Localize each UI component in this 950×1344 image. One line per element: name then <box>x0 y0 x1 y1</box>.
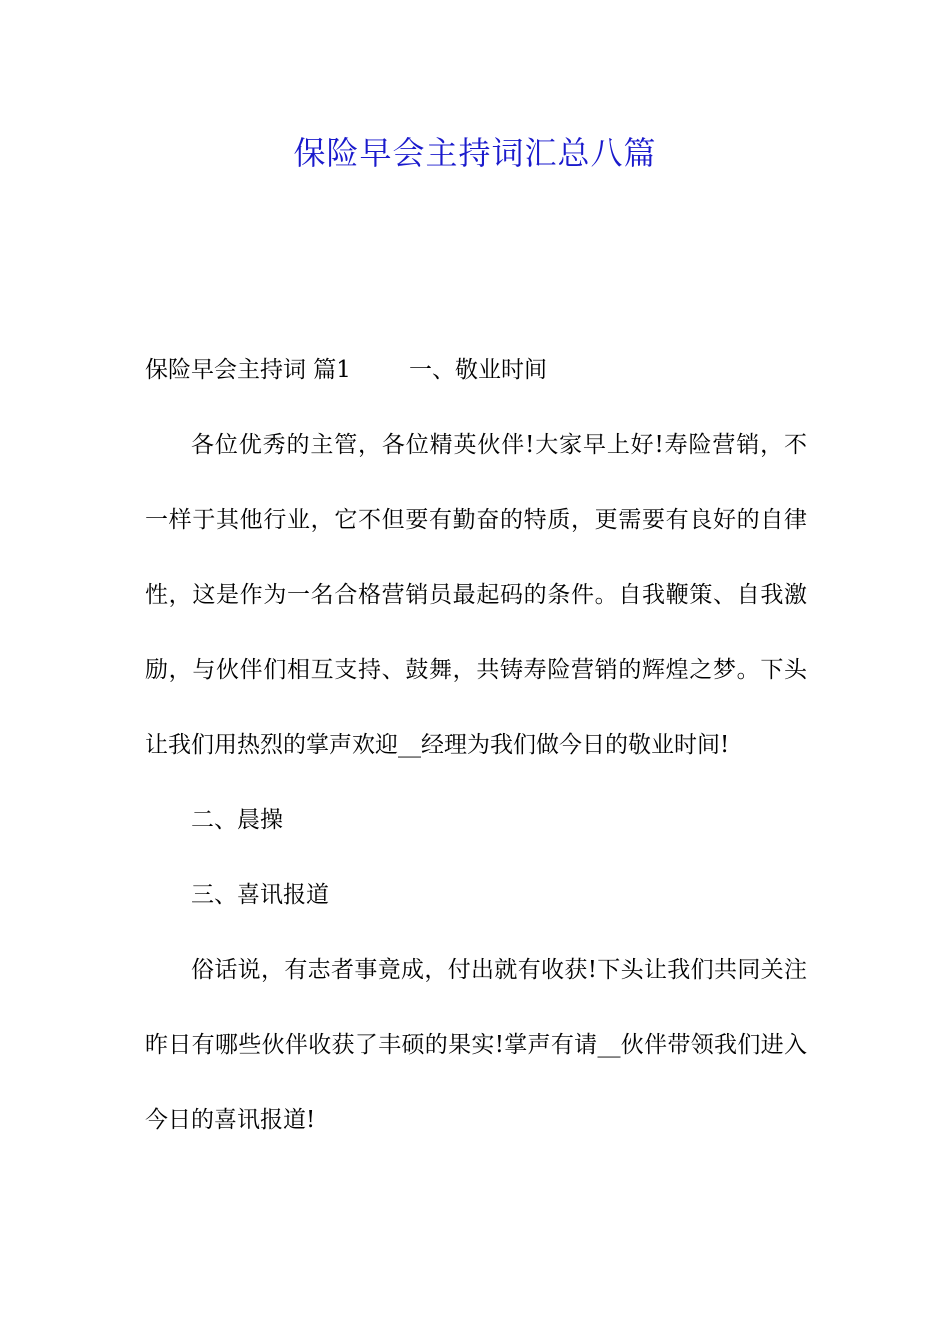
section-heading-line <box>145 333 807 408</box>
item-heading-1: 一、敬业时间 <box>408 357 547 383</box>
item-heading-3: 三、喜讯报道 <box>191 882 329 908</box>
document-body <box>145 333 807 1158</box>
paragraph-2: 俗话说，有志者事竟成，付出就有收获!下头让我们共同关注昨日有哪些伙伴收获了丰硕的果实!掌声有请__伙伴带领我们进入今日的喜讯报道! <box>145 957 807 1133</box>
item-heading-2: 二、晨操 <box>191 807 283 833</box>
document-title: 保险早会主持词汇总八篇 <box>293 134 657 172</box>
paragraph-1: 各位优秀的主管，各位精英伙伴!大家早上好!寿险营销，不一样于其他行业，它不但要有勤奋的特质，更需要有良好的自律性，这是作为一名合格营销员最起码的条件。自我鞭策、自我激励，与伙伴们相互支持、鼓舞，共铸寿险营销的辉煌之梦。下头让我们用热烈的掌声欢迎__经理为我们做今日的敬业时间! <box>145 432 807 758</box>
section-heading: 保险早会主持词 篇1 <box>145 357 351 383</box>
